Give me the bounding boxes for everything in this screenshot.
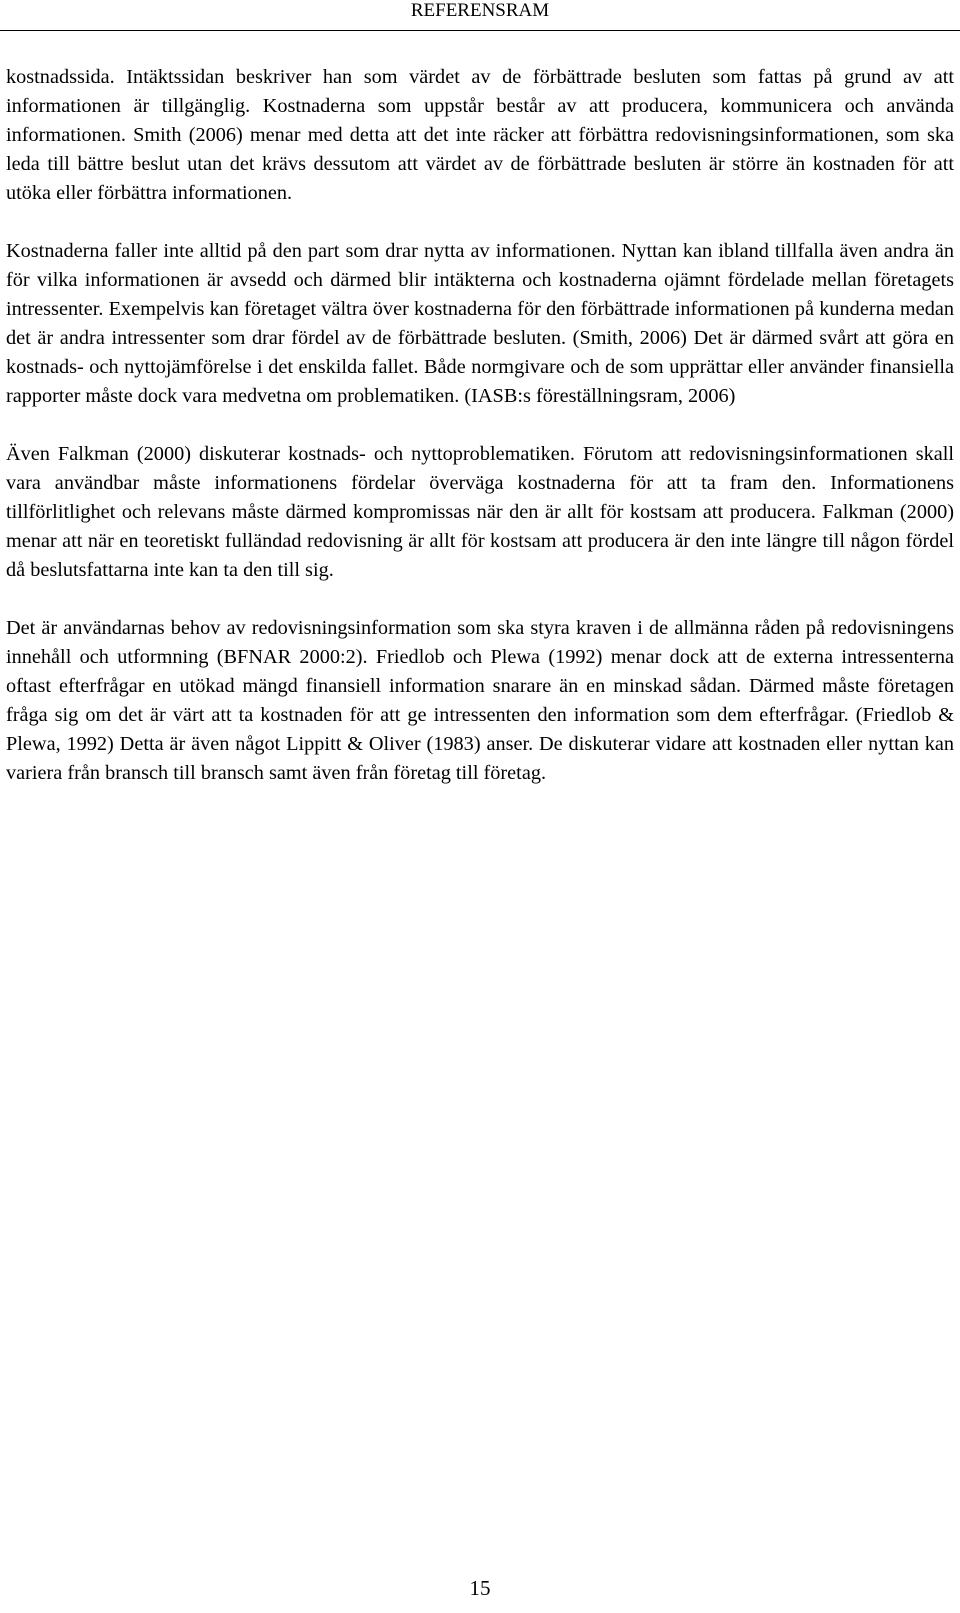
page-number-value: 15 (469, 1576, 491, 1600)
header-rule (0, 30, 960, 31)
paragraph-cost-allocation: Kostnaderna faller inte alltid på den part som drar nytta av informationen. Nyttan kan ibland tillfalla även andra än för vilka informationen är avsedd och därmed blir intäkterna och kostnaderna ojämnt fördelade mellan företagets intressenter. Exempelvis kan företaget vältra över kostnaderna för den förbättrade informationen på kunderna medan det är andra intressenter som drar fördel av de förbättrade besluten. (Smith, 2006) Det är därmed svårt att göra en kostnads- och nyttojämförelse i det enskilda fallet. Både normgivare och de som upprättar eller använder finansiella rapporter måste dock vara medvetna om problematiken. (IASB:s föreställningsram, 2006) (6, 240, 954, 407)
running-header-title: REFERENSRAM (410, 0, 550, 21)
paragraph-falkman: Även Falkman (2000) diskuterar kostnads- och nyttoproblematiken. Förutom att redovisningsinformationen skall vara användbar måste informationens fördelar överväga kostnaderna för att ta fram den. Informationens tillförlitlighet och relevans måste därmed kompromissas när den är allt för kostsam att producera. Falkman (2000) menar att när en teoretiskt fulländad redovisning är allt för kostsam att producera är den inte längre till någon fördel då beslutsfattarna inte kan ta den till sig. (6, 443, 954, 581)
body-text (6, 63, 954, 817)
paragraph-cost-side: kostnadssida. Intäktssidan beskriver han som värdet av de förbättrade besluten som fattas på grund av att informationen är tillgänglig. Kostnaderna som uppstår består av att producera, kommunicera och använda informationen. Smith (2006) menar med detta att det inte räcker att förbättra redovisningsinformationen, som ska leda till bättre beslut utan det krävs dessutom att värdet av de förbättrade besluten är större än kostnaden för att utöka eller förbättra informationen. (6, 66, 954, 204)
running-header (0, 0, 960, 28)
paragraph-user-needs: Det är användarnas behov av redovisningsinformation som ska styra kraven i de allmänna råden på redovisningens innehåll och utformning (BFNAR 2000:2). Friedlob och Plewa (1992) menar dock att de externa intressenterna oftast efterfrågar en utökad mängd finansiell information snarare än en minskad sådan. Därmed måste företagen fråga sig om det är värt att ta kostnaden för att ge intressenten den information som dem efterfrågar. (Friedlob & Plewa, 1992) Detta är även något Lippitt & Oliver (1983) anser. De diskuterar vidare att kostnaden eller nyttan kan variera från bransch till bransch samt även från företag till företag. (6, 617, 954, 784)
page-number (0, 1575, 960, 1601)
